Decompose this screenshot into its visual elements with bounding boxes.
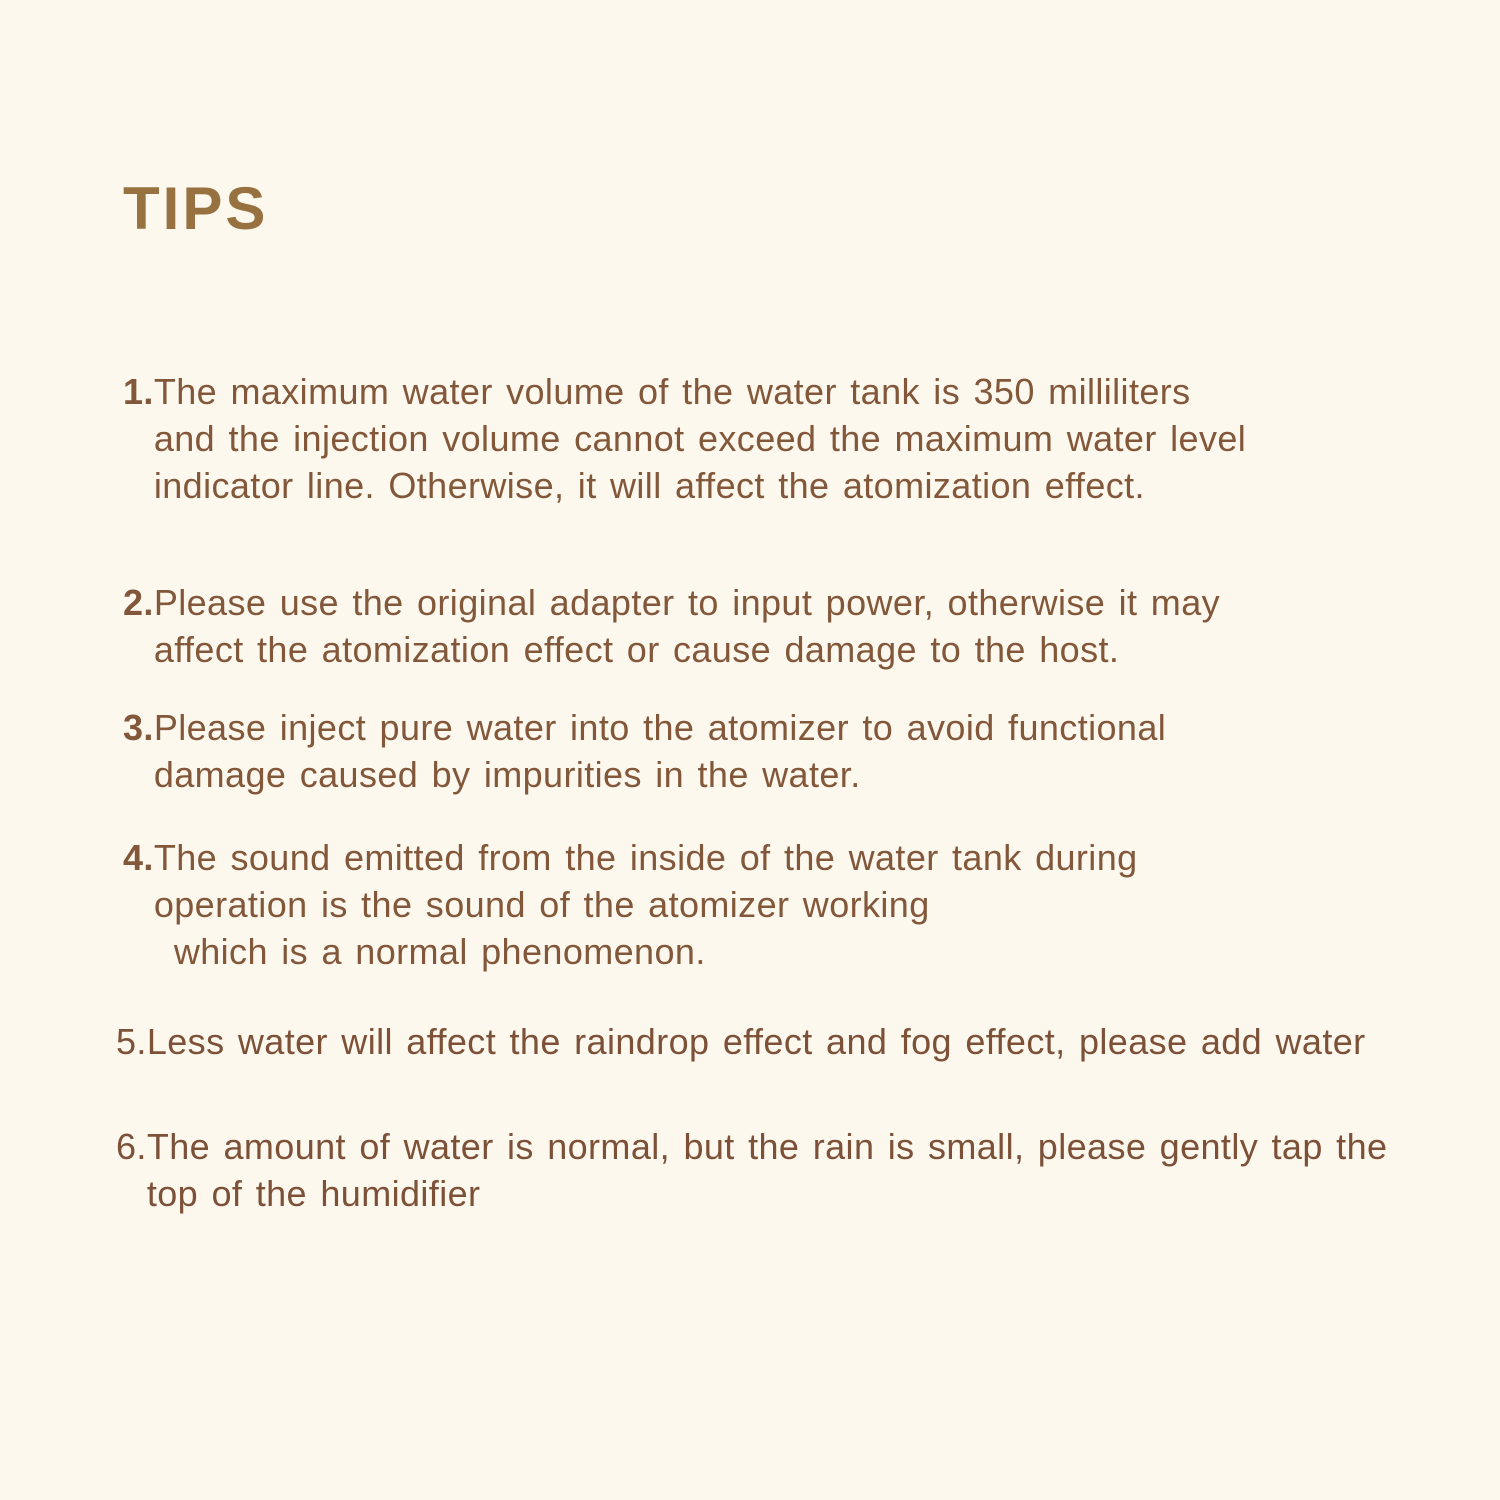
tip-text-line: Please use the original adapter to input power, otherwise it may <box>153 582 1221 623</box>
tip-text-line: top of the humidifier <box>146 1173 481 1214</box>
page-title: TIPS <box>123 175 269 242</box>
tip-text <box>147 1123 1445 1217</box>
tip-text-line: The maximum water volume of the water tank is 350 milliliters <box>153 371 1191 412</box>
tip-item-1 <box>123 368 1445 509</box>
tip-number: 3. <box>123 707 154 748</box>
tip-text-line: which is a normal phenomenon. <box>173 931 706 972</box>
tip-item-2 <box>123 579 1445 673</box>
tip-text-line: operation is the sound of the atomizer working <box>153 884 930 925</box>
tip-text-line: Please inject pure water into the atomizer to avoid functional <box>153 707 1167 748</box>
tip-text-line: The amount of water is normal, but the rain is small, please gently tap the <box>146 1126 1388 1167</box>
tip-number: 4. <box>123 837 154 878</box>
tip-number: 1. <box>123 371 154 412</box>
tip-text <box>147 1018 1445 1065</box>
tip-item-5 <box>116 1018 1445 1065</box>
tip-text-line: affect the atomization effect or cause damage to the host. <box>153 629 1120 670</box>
tip-item-3 <box>123 704 1445 798</box>
tip-text <box>154 368 1445 509</box>
tip-number: 5. <box>116 1021 147 1062</box>
tip-text <box>154 834 1445 975</box>
tip-number: 6. <box>116 1126 147 1167</box>
tip-text-line: and the injection volume cannot exceed the maximum water level <box>153 418 1247 459</box>
tip-number: 2. <box>123 582 154 623</box>
tip-text-line: The sound emitted from the inside of the water tank during <box>153 837 1138 878</box>
tip-text <box>154 704 1445 798</box>
tip-text-line: indicator line. Otherwise, it will affect the atomization effect. <box>153 465 1145 506</box>
tip-text <box>154 579 1445 673</box>
tip-text-line: Less water will affect the raindrop effect and fog effect, please add water <box>146 1021 1366 1062</box>
tip-item-6 <box>116 1123 1445 1217</box>
tip-text-line: damage caused by impurities in the water. <box>153 754 861 795</box>
tip-item-4 <box>123 834 1445 975</box>
